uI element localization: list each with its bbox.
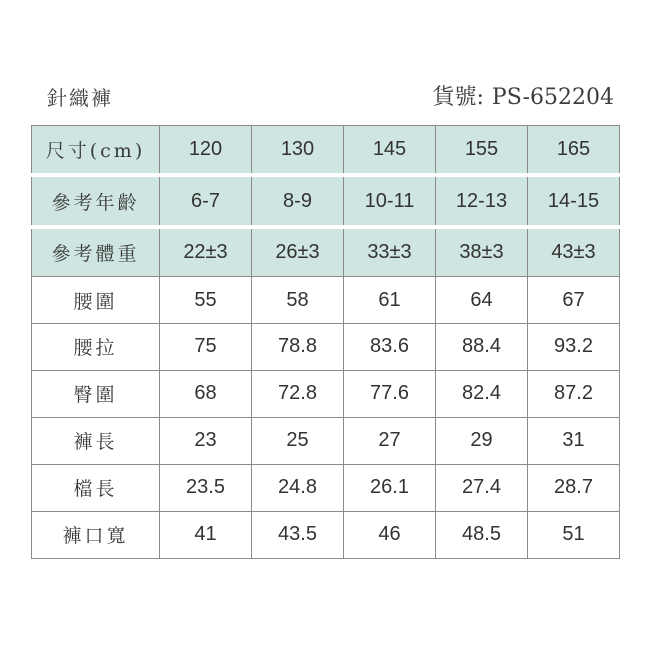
cell-size: 155	[436, 126, 528, 176]
table-row-weight	[32, 227, 620, 277]
table-row-pants-length	[32, 417, 620, 464]
cell-hip: 87.2	[528, 370, 620, 417]
cell-pants-length: 27	[344, 417, 436, 464]
table-row-waist	[32, 277, 620, 324]
cell-waist-stretch: 83.6	[344, 324, 436, 371]
row-label-size: 尺寸(cm)	[32, 126, 160, 176]
cell-size: 120	[160, 126, 252, 176]
table-row-age	[32, 175, 620, 227]
row-label-weight: 參考體重	[32, 227, 160, 277]
row-label-hip: 臀圍	[32, 370, 160, 417]
cell-pants-length: 31	[528, 417, 620, 464]
cell-pants-length: 23	[160, 417, 252, 464]
cell-weight: 22±3	[160, 227, 252, 277]
cell-weight: 43±3	[528, 227, 620, 277]
cell-waist: 67	[528, 277, 620, 324]
cell-pants-length: 25	[252, 417, 344, 464]
cell-waist: 64	[436, 277, 528, 324]
cell-size: 145	[344, 126, 436, 176]
cell-weight: 26±3	[252, 227, 344, 277]
row-label-waist-stretch: 腰拉	[32, 324, 160, 371]
cell-hip: 82.4	[436, 370, 528, 417]
cell-waist-stretch: 93.2	[528, 324, 620, 371]
cell-hip: 68	[160, 370, 252, 417]
cell-hem-width: 51	[528, 511, 620, 558]
cell-waist: 61	[344, 277, 436, 324]
cell-rise-length: 24.8	[252, 464, 344, 511]
sku-label: 貨號:	[432, 85, 484, 110]
row-label-pants-length: 褲長	[32, 417, 160, 464]
cell-waist-stretch: 75	[160, 324, 252, 371]
cell-age: 10-11	[344, 175, 436, 227]
cell-waist-stretch: 78.8	[252, 324, 344, 371]
row-label-waist: 腰圍	[32, 277, 160, 324]
cell-weight: 38±3	[436, 227, 528, 277]
cell-hip: 72.8	[252, 370, 344, 417]
cell-waist-stretch: 88.4	[436, 324, 528, 371]
cell-age: 12-13	[436, 175, 528, 227]
product-title: 針織褲	[47, 86, 113, 110]
cell-hem-width: 48.5	[436, 511, 528, 558]
cell-age: 14-15	[528, 175, 620, 227]
row-label-age: 參考年齡	[32, 175, 160, 227]
cell-hem-width: 43.5	[252, 511, 344, 558]
cell-weight: 33±3	[344, 227, 436, 277]
cell-hip: 77.6	[344, 370, 436, 417]
cell-size: 165	[528, 126, 620, 176]
table-row-rise-length	[32, 464, 620, 511]
row-label-hem-width: 褲口寬	[32, 511, 160, 558]
table-row-size	[32, 126, 620, 176]
cell-rise-length: 26.1	[344, 464, 436, 511]
sku-line	[432, 84, 614, 112]
size-chart-table	[31, 125, 620, 559]
cell-age: 6-7	[160, 175, 252, 227]
cell-rise-length: 28.7	[528, 464, 620, 511]
sku-value: PS-652204	[491, 85, 614, 110]
cell-age: 8-9	[252, 175, 344, 227]
cell-waist: 55	[160, 277, 252, 324]
cell-rise-length: 23.5	[160, 464, 252, 511]
table-row-hem-width	[32, 511, 620, 558]
cell-pants-length: 29	[436, 417, 528, 464]
cell-hem-width: 46	[344, 511, 436, 558]
cell-hem-width: 41	[160, 511, 252, 558]
table-row-waist-stretch	[32, 324, 620, 371]
cell-waist: 58	[252, 277, 344, 324]
table-row-hip	[32, 370, 620, 417]
cell-size: 130	[252, 126, 344, 176]
cell-rise-length: 27.4	[436, 464, 528, 511]
row-label-rise-length: 檔長	[32, 464, 160, 511]
